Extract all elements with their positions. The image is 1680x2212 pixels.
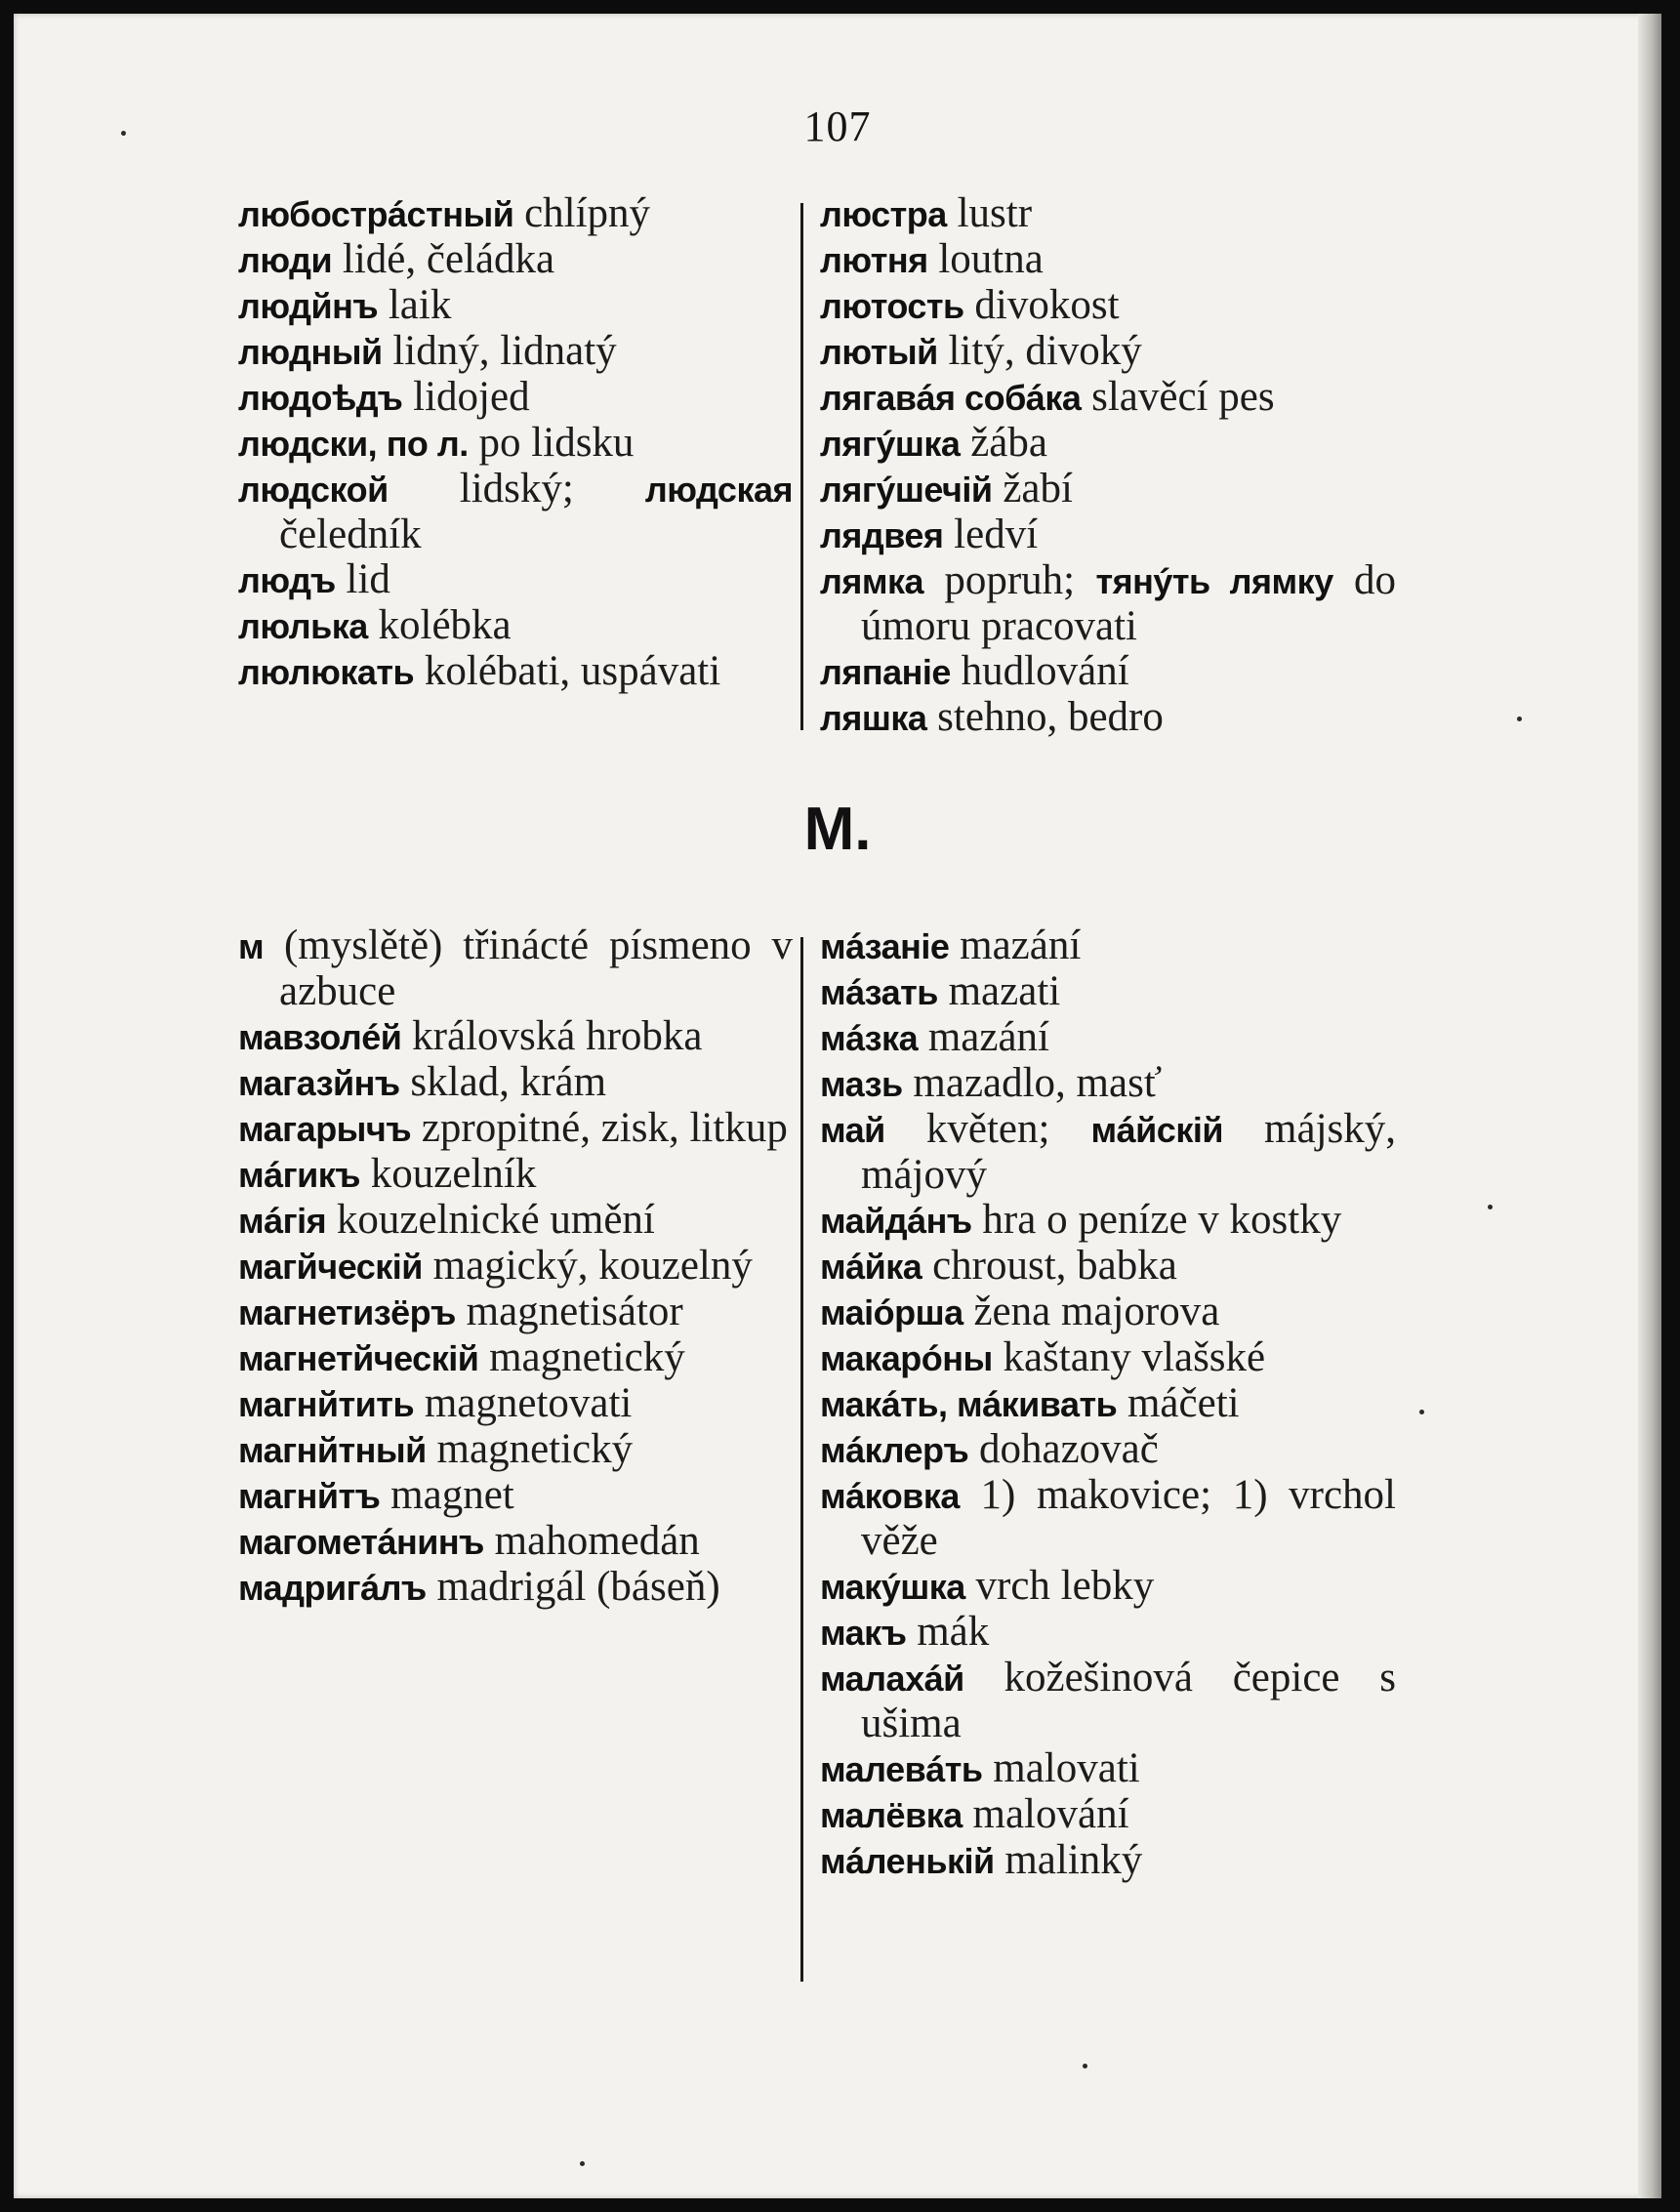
dictionary-entry [820, 695, 1396, 741]
entry-gloss: magnet [390, 1472, 514, 1518]
dictionary-entry [238, 191, 793, 237]
entry-headword: май [820, 1110, 885, 1150]
scan-speck [1488, 1205, 1493, 1209]
entry-headword: макъ [820, 1613, 907, 1653]
dictionary-entry [238, 1106, 793, 1152]
dictionary-entry [238, 1335, 793, 1381]
entry-gloss: madrigál (báseň) [436, 1564, 720, 1610]
dictionary-entry [820, 1244, 1396, 1290]
dictionary-entry [820, 649, 1396, 695]
entry-gloss: loutna [938, 236, 1044, 282]
dictionary-entry [820, 923, 1396, 969]
entry-headword: людный [238, 332, 383, 372]
entry-gloss: dohazovač [979, 1426, 1159, 1472]
entry-subgloss: májský, májový [861, 1106, 1397, 1198]
dictionary-entry [238, 1152, 793, 1198]
entry-headword: мáзаніе [820, 926, 950, 966]
entry-headword: мáгія [238, 1201, 327, 1241]
entry-gloss: magický, kouzelný [432, 1243, 753, 1289]
entry-headword: магарычъ [238, 1109, 412, 1149]
scan-speck [121, 131, 126, 136]
entry-headword: мáзка [820, 1018, 919, 1058]
entry-headword: магнйтъ [238, 1476, 381, 1516]
dictionary-entry [238, 923, 793, 1014]
entry-gloss: slavěcí pes [1091, 374, 1275, 420]
dictionary-entry [820, 191, 1396, 237]
entry-headword: мавзолéй [238, 1017, 402, 1057]
entry-gloss: magnetický [489, 1334, 685, 1380]
entry-gloss: královská hrobka [412, 1013, 703, 1059]
entry-gloss: žabí [1003, 466, 1073, 512]
dictionary-entry [820, 1198, 1396, 1244]
scan-speck [1083, 2064, 1087, 2069]
entry-gloss: stehno, bedro [937, 694, 1164, 740]
entry-headword: люстра [820, 194, 947, 234]
dictionary-entry [820, 1746, 1396, 1792]
entry-gloss: mahomedán [494, 1518, 700, 1564]
entry-gloss: zpropitné, zisk, litkup [421, 1105, 788, 1151]
entry-gloss: laik [388, 282, 452, 328]
dictionary-entry [820, 1015, 1396, 1061]
entry-gloss: magnetický [436, 1426, 634, 1472]
entry-headword: м [238, 926, 265, 966]
entry-gloss: mazání [960, 922, 1082, 968]
dictionary-page [14, 14, 1661, 2198]
dictionary-entry [820, 375, 1396, 421]
dictionary-entry [820, 1473, 1396, 1564]
entry-gloss: hra o peníze v kostky [982, 1197, 1342, 1243]
entry-headword: мáгикъ [238, 1155, 361, 1195]
dictionary-entry [820, 1290, 1396, 1335]
entry-gloss: žena majorova [973, 1289, 1220, 1334]
dictionary-entry [238, 1427, 793, 1473]
entry-headword: лютость [820, 286, 964, 326]
entry-gloss: hudlování [961, 648, 1129, 694]
entry-gloss: 1) makovice; 1) vrchol věže [861, 1472, 1396, 1564]
entry-gloss: magnetisátor [466, 1289, 683, 1334]
dictionary-entry [238, 1198, 793, 1244]
entry-gloss: žába [970, 420, 1047, 466]
entry-subgloss: čeledník [279, 512, 422, 557]
dictionary-entry [820, 329, 1396, 375]
entry-headword: магнетизёръ [238, 1292, 456, 1332]
dictionary-entry [820, 1838, 1396, 1884]
entry-headword: макáть, мáкивать [820, 1384, 1118, 1424]
column-divider [800, 203, 803, 730]
entry-headword: малевáть [820, 1749, 983, 1789]
entry-gloss: lustr [957, 190, 1033, 236]
entry-headword: ляшка [820, 698, 927, 738]
entry-gloss: kožešinová čepice s ušima [861, 1655, 1396, 1746]
entry-gloss: lidojed [413, 374, 530, 420]
entry-headword: маіóрша [820, 1292, 963, 1332]
entry-headword: лягýшка [820, 424, 961, 464]
entry-gloss: kouzelník [370, 1151, 537, 1197]
entry-gloss: máčeti [1127, 1380, 1240, 1426]
entry-headword: мáйка [820, 1247, 922, 1287]
entry-headword: майдáнъ [820, 1201, 972, 1241]
entry-subheadword: мáйскій [1090, 1110, 1223, 1150]
dictionary-entry [238, 557, 793, 603]
entry-headword: макýшка [820, 1567, 965, 1607]
entry-headword: ляпаніе [820, 652, 951, 692]
entry-headword: макарóны [820, 1338, 993, 1378]
dictionary-entry [820, 283, 1396, 329]
dictionary-entry [820, 421, 1396, 467]
section-m-right-column [820, 923, 1396, 1884]
dictionary-entry [238, 1060, 793, 1106]
entry-headword: малахáй [820, 1659, 964, 1699]
entry-gloss: lidný, lidnatý [392, 328, 617, 374]
section-l [14, 191, 1661, 748]
entry-gloss: magnetovati [424, 1380, 633, 1426]
entry-gloss: po lidsku [478, 420, 635, 466]
entry-headword: людской [238, 470, 389, 510]
entry-headword: лягýшечій [820, 470, 993, 510]
entry-gloss: sklad, krám [410, 1059, 607, 1105]
dictionary-entry [820, 1381, 1396, 1427]
entry-headword: магнйтный [238, 1430, 427, 1470]
entry-gloss: vrch lebky [975, 1563, 1155, 1609]
entry-gloss: lidé, čeládka [342, 236, 555, 282]
entry-headword: любострáстный [238, 194, 514, 234]
dictionary-entry [820, 969, 1396, 1015]
dictionary-entry [238, 467, 793, 557]
entry-headword: лютня [820, 240, 928, 280]
section-m [14, 923, 1661, 1997]
dictionary-entry [238, 1473, 793, 1519]
entry-gloss: chlípný [524, 190, 651, 236]
section-m-left-column [238, 923, 793, 1611]
entry-headword: мáклеръ [820, 1430, 969, 1470]
entry-headword: лютый [820, 332, 938, 372]
entry-headword: мáковка [820, 1476, 960, 1516]
entry-headword: лямка [820, 561, 924, 601]
entry-headword: люлька [238, 606, 368, 646]
entry-headword: людъ [238, 560, 336, 600]
entry-headword: люлюкать [238, 652, 415, 692]
dictionary-entry [820, 1427, 1396, 1473]
entry-gloss: kolébka [378, 602, 512, 648]
dictionary-entry [238, 1381, 793, 1427]
scan-speck [1419, 1410, 1424, 1414]
dictionary-entry [238, 283, 793, 329]
entry-gloss: lid [346, 556, 390, 602]
entry-gloss: malovati [993, 1745, 1140, 1791]
dictionary-entry [820, 1107, 1396, 1198]
section-l-left-column [238, 191, 793, 695]
dictionary-entry [238, 1290, 793, 1335]
dictionary-entry [820, 512, 1396, 558]
dictionary-entry [820, 1610, 1396, 1656]
dictionary-entry [820, 1792, 1396, 1838]
letter-heading: M. [803, 796, 872, 863]
dictionary-entry [238, 375, 793, 421]
section-l-right-column [820, 191, 1396, 741]
entry-gloss: mazání [927, 1014, 1049, 1060]
entry-gloss: divokost [974, 282, 1120, 328]
scan-speck [1517, 717, 1522, 721]
entry-gloss: malování [972, 1791, 1129, 1837]
entry-gloss: mazati [948, 968, 1061, 1014]
entry-headword: людйнъ [238, 286, 379, 326]
entry-headword: лягавáя собáка [820, 378, 1082, 418]
entry-gloss: ledví [954, 512, 1039, 557]
dictionary-entry [820, 237, 1396, 283]
dictionary-entry [238, 603, 793, 649]
entry-gloss: litý, divoký [948, 328, 1142, 374]
dictionary-entry [238, 329, 793, 375]
entry-gloss: (myslětě) třinácté písmeno v azbuce [279, 922, 794, 1014]
scan-speck [580, 2161, 585, 2166]
entry-subgloss: do úmoru pracovati [861, 557, 1397, 649]
entry-headword: люди [238, 240, 333, 280]
entry-headword: мазь [820, 1064, 903, 1104]
entry-headword: мадригáлъ [238, 1568, 427, 1608]
entry-headword: лядвея [820, 515, 944, 555]
entry-gloss: chroust, babka [932, 1243, 1177, 1289]
dictionary-entry [820, 558, 1396, 649]
dictionary-entry [820, 1564, 1396, 1610]
entry-gloss: popruh; [944, 557, 1076, 603]
dictionary-entry [238, 421, 793, 467]
entry-gloss: malinký [1004, 1837, 1143, 1883]
column-divider [800, 937, 803, 1982]
dictionary-entry [820, 1061, 1396, 1107]
entry-headword: людски, по л. [238, 424, 469, 464]
entry-subheadword: тянýть лямку [1095, 561, 1333, 601]
entry-gloss: mazadlo, masť [913, 1060, 1163, 1106]
entry-subheadword: людская [644, 470, 793, 510]
entry-gloss: kouzelnické umění [336, 1197, 655, 1243]
entry-gloss: kaštany vlašské [1003, 1334, 1266, 1380]
dictionary-entry [238, 237, 793, 283]
entry-headword: малёвка [820, 1795, 963, 1835]
dictionary-entry [238, 1519, 793, 1565]
entry-headword: магнйтить [238, 1384, 415, 1424]
dictionary-entry [238, 1565, 793, 1611]
entry-headword: магйческій [238, 1247, 423, 1287]
entry-gloss: kolébati, uspávati [424, 648, 721, 694]
entry-headword: магнетйческій [238, 1338, 479, 1378]
entry-headword: людоѣдъ [238, 378, 403, 418]
dictionary-entry [820, 467, 1396, 512]
dictionary-entry [238, 649, 793, 695]
entry-gloss: mák [917, 1609, 990, 1655]
entry-headword: мáзать [820, 972, 938, 1012]
entry-gloss: květen; [925, 1106, 1050, 1152]
page-number: 107 [803, 102, 872, 150]
entry-gloss: lidský; [459, 466, 574, 512]
dictionary-entry [238, 1244, 793, 1290]
dictionary-entry [238, 1014, 793, 1060]
entry-headword: магометáнинъ [238, 1522, 484, 1562]
entry-headword: мáленькій [820, 1841, 995, 1881]
dictionary-entry [820, 1335, 1396, 1381]
dictionary-entry [820, 1656, 1396, 1746]
entry-headword: магазйнъ [238, 1063, 400, 1103]
